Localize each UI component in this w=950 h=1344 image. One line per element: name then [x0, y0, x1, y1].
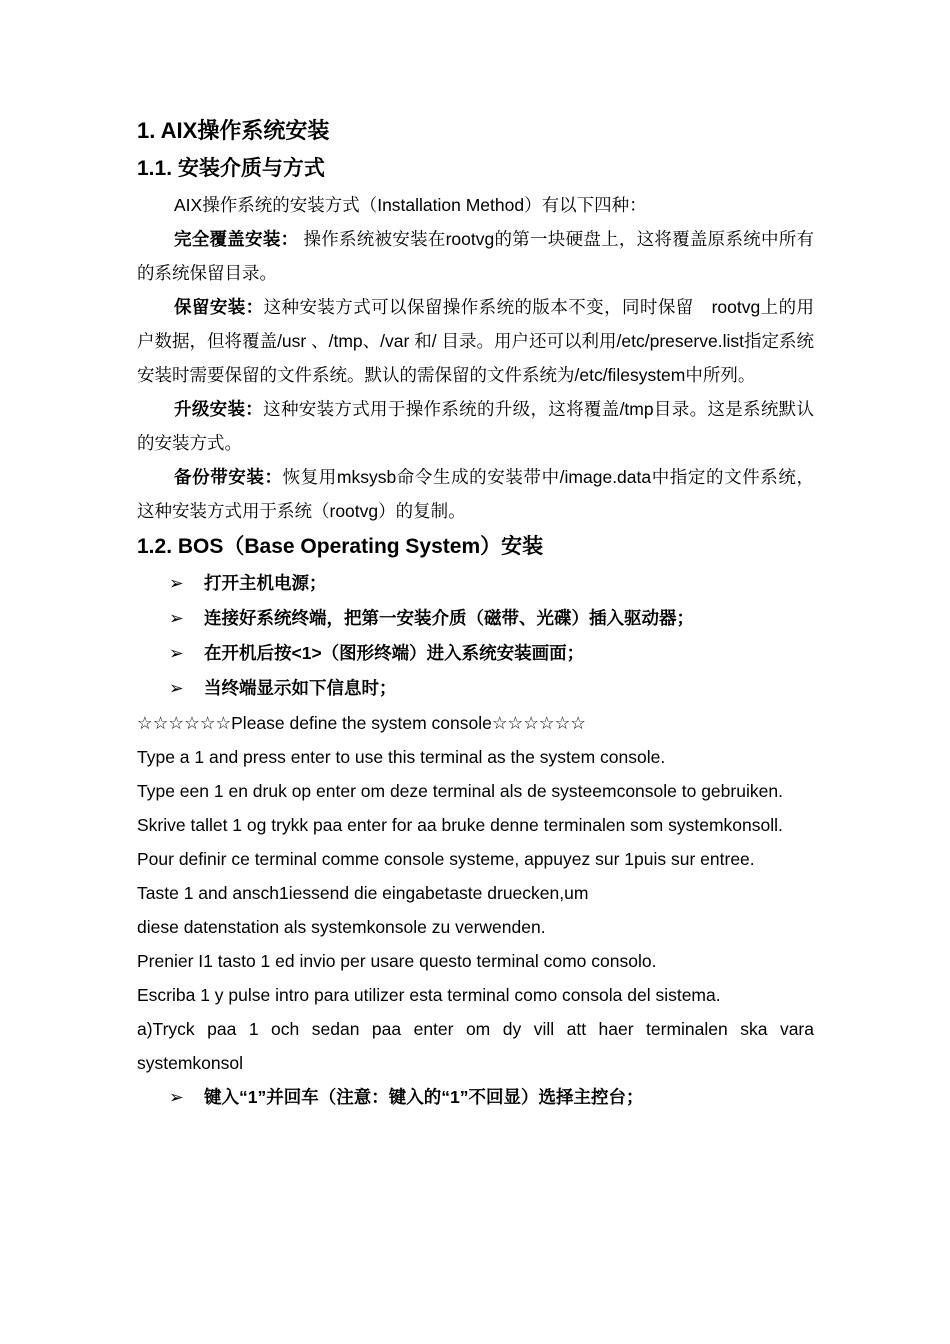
- method-paragraph-backup: [137, 460, 814, 528]
- console-line: Escriba 1 y pulse intro para utilizer esta terminal como consola del sistema.: [137, 985, 721, 1005]
- method-text: 操作系统被安装在rootvg的第一块硬盘上，这将覆盖原系统中所有的系统保留目录。: [137, 229, 815, 283]
- step-text: 连接好系统终端，把第一安装介质（磁带、光碟）插入驱动器；: [204, 608, 694, 628]
- intro-paragraph: AIX操作系统的安装方式（Installation Method）有以下四种：: [174, 195, 647, 215]
- heading-1-2-number: 1.2.: [137, 535, 173, 558]
- heading-1-number: 1.: [137, 118, 156, 143]
- method-term: 备份带安装：: [174, 467, 283, 487]
- heading-1-2: [137, 528, 814, 566]
- console-line: Prenier I1 tasto 1 ed invio per usare questo terminal como consolo.: [137, 951, 657, 971]
- method-term: 完全覆盖安装：: [174, 229, 299, 249]
- console-line: ☆☆☆☆☆☆Please define the system console☆☆☆☆☆☆: [137, 713, 586, 733]
- document-content: [137, 112, 814, 1115]
- method-paragraph-full: [137, 222, 814, 290]
- step-item: [137, 566, 814, 601]
- method-text: 这种安装方式用于操作系统的升级，这将覆盖/tmp目录。这是系统默认的安装方式。: [137, 399, 814, 453]
- step-text: 打开主机电源；: [204, 573, 327, 593]
- arrow-bullet-icon: ➢: [169, 643, 184, 663]
- arrow-bullet-icon: ➢: [169, 1087, 184, 1107]
- heading-1-1: [137, 150, 814, 188]
- heading-1: [137, 112, 814, 150]
- arrow-bullet-icon: ➢: [169, 678, 184, 698]
- method-term: 升级安装：: [174, 399, 264, 419]
- console-line: Type a 1 and press enter to use this terminal as the system console.: [137, 747, 666, 767]
- method-text: 这种安装方式可以保留操作系统的版本不变，同时保留 rootvg上的用户数据，但将覆盖/usr 、/tmp、/var 和/ 目录。用户还可以利用/etc/preserve.list指定系统安装时需要保留的文件系统。默认的需保留的文件系统为/etc/filesystem中所列。: [137, 297, 815, 385]
- console-line: Taste 1 and ansch1iessend die eingabetaste druecken,um: [137, 883, 589, 903]
- heading-1-title: AIX操作系统安装: [160, 118, 330, 143]
- step-text: 在开机后按<1>（图形终端）进入系统安装画面；: [204, 643, 585, 663]
- heading-1-1-title: 安装介质与方式: [177, 157, 325, 180]
- method-paragraph-upgrade: [137, 392, 814, 460]
- step-text: 键入“1”并回车（注意：键入的“1”不回显）选择主控台；: [204, 1087, 644, 1107]
- step-item: [137, 671, 814, 706]
- heading-1-2-title: BOS（Base Operating System）安装: [177, 535, 544, 558]
- method-text: 恢复用mksysb命令生成的安装带中/image.data中指定的文件系统，这种安装方式用于系统（rootvg）的复制。: [137, 467, 814, 521]
- step-item: [137, 601, 814, 636]
- method-term: 保留安装：: [174, 297, 264, 317]
- console-line: Type een 1 en druk op enter om deze terminal als de systeemconsole to gebruiken.: [137, 781, 783, 801]
- console-line: diese datenstation als systemkonsole zu verwenden.: [137, 917, 546, 937]
- arrow-bullet-icon: ➢: [169, 573, 184, 593]
- step-item: [137, 1080, 814, 1115]
- step-text: 当终端显示如下信息时；: [204, 678, 397, 698]
- console-line: Skrive tallet 1 og trykk paa enter for aa bruke denne terminalen som systemkonsoll.: [137, 815, 783, 835]
- method-paragraph-preserve: [137, 290, 814, 392]
- heading-1-1-number: 1.1.: [137, 157, 173, 180]
- step-item: [137, 636, 814, 671]
- console-line: a)Tryck paa 1 och sedan paa enter om dy vill att haer terminalen ska vara systemkonsol: [137, 1019, 814, 1073]
- console-line: Pour definir ce terminal comme console systeme, appuyez sur 1puis sur entree.: [137, 849, 755, 869]
- arrow-bullet-icon: ➢: [169, 608, 184, 628]
